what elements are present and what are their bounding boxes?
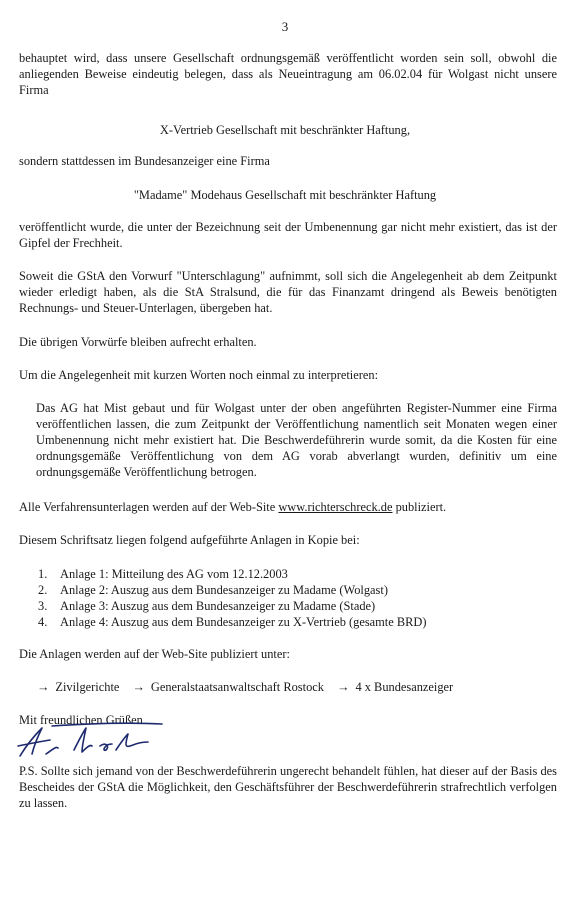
website-link[interactable]: www.richterschreck.de xyxy=(278,500,393,514)
company-name-madame: "Madame" Modehaus Gesellschaft mit beschränkter Haftung xyxy=(133,188,437,202)
attachment-list xyxy=(38,566,538,630)
list-item: 1. Anlage 1: Mitteilung des AG vom 12.12.2003 xyxy=(38,567,288,581)
paragraph-remaining-charges: Die übrigen Vorwürfe bleiben aufrecht erhalten. xyxy=(19,335,257,349)
list-item: 3. Anlage 3: Auszug aus dem Bundesanzeiger zu Madame (Stade) xyxy=(38,599,376,613)
website-text-prefix: Alle Verfahrensunterlagen werden auf der Web-Site xyxy=(19,500,276,514)
paragraph-embezzlement: Soweit die GStA den Vorwurf "Unterschlagung" aufnimmt, soll sich die Angelegenheit ab dem Zeitpunkt wieder erledigt haben, als die StA Stralsund, die für das Finanzamt dringend als Beweis benötigten Rechnungs- und Steuer-Unterlagen, übergeben hat. xyxy=(19,269,557,315)
section-bundesanzeiger: 4 x Bundesanzeiger xyxy=(355,680,454,694)
list-item: 4. Anlage 4: Auszug aus dem Bundesanzeiger zu X-Vertrieb (gesamte BRD) xyxy=(38,615,427,629)
page-number: 3 xyxy=(281,19,289,34)
website-sections xyxy=(37,679,557,695)
section-generalstaatsanwaltschaft: Generalstaatsanwaltschaft Rostock xyxy=(150,680,324,694)
closing-salutation: Mit freundlichen Grüßen xyxy=(19,713,143,727)
website-text-suffix: publiziert. xyxy=(395,500,447,514)
paragraph-interpretation: Um die Angelegenheit mit kurzen Worten noch einmal zu interpretieren: xyxy=(19,368,379,382)
arrow-right-icon: → xyxy=(37,680,50,694)
paragraph-website xyxy=(19,499,557,515)
handwritten-signature xyxy=(12,716,172,764)
postscript: P.S. Sollte sich jemand von der Beschwerdeführerin ungerecht behandelt fühlen, hat dieser auf der Basis des Bescheides der GStA die Möglichkeit, den Geschäftsführer der Beschwerdeführerin strafrechtlich verfolgen zu lassen. xyxy=(19,764,557,810)
list-item: 2. Anlage 2: Auszug aus dem Bundesanzeiger zu Madame (Wolgast) xyxy=(38,583,388,597)
paragraph-attachments-intro: Diesem Schriftsatz liegen folgend aufgeführte Anlagen in Kopie bei: xyxy=(19,533,360,547)
company-name-x-vertrieb: X-Vertrieb Gesellschaft mit beschränkter Haftung, xyxy=(159,123,411,137)
arrow-right-icon: → xyxy=(132,680,145,694)
arrow-right-icon: → xyxy=(337,680,350,694)
paragraph-published-under: Die Anlagen werden auf der Web-Site publiziert unter: xyxy=(19,647,290,661)
indented-summary: Das AG hat Mist gebaut und für Wolgast unter der oben angeführten Register-Nummer eine Firma veröffentlichen lassen, die zum Zeitpunkt der Veröffentlichung namentlich seit Monaten wegen einer Umbenennung nicht mehr existiert hat. Die Beschwerdeführerin wurde somit, da die Kosten für eine ordnungsgemäße Veröffentlichung von dem AG vorab abverlangt wurden, definitiv um eine ordnungsgemäße Veröffentlichung betrogen. xyxy=(36,401,557,479)
paragraph-published: veröffentlicht wurde, die unter der Bezeichnung seit der Umbenennung gar nicht mehr existiert, das ist der Gipfel der Frechheit. xyxy=(19,220,557,250)
paragraph-claim: behauptet wird, dass unsere Gesellschaft ordnungsgemäß veröffentlicht worden sein soll, obwohl die anliegenden Beweise eindeutig belegen, dass als Neueintragung am 06.02.04 für Wolgast nicht unsere Firma xyxy=(19,51,557,97)
paragraph-instead: sondern stattdessen im Bundesanzeiger eine Firma xyxy=(19,154,270,168)
section-zivilgerichte: Zivilgerichte xyxy=(55,680,120,694)
